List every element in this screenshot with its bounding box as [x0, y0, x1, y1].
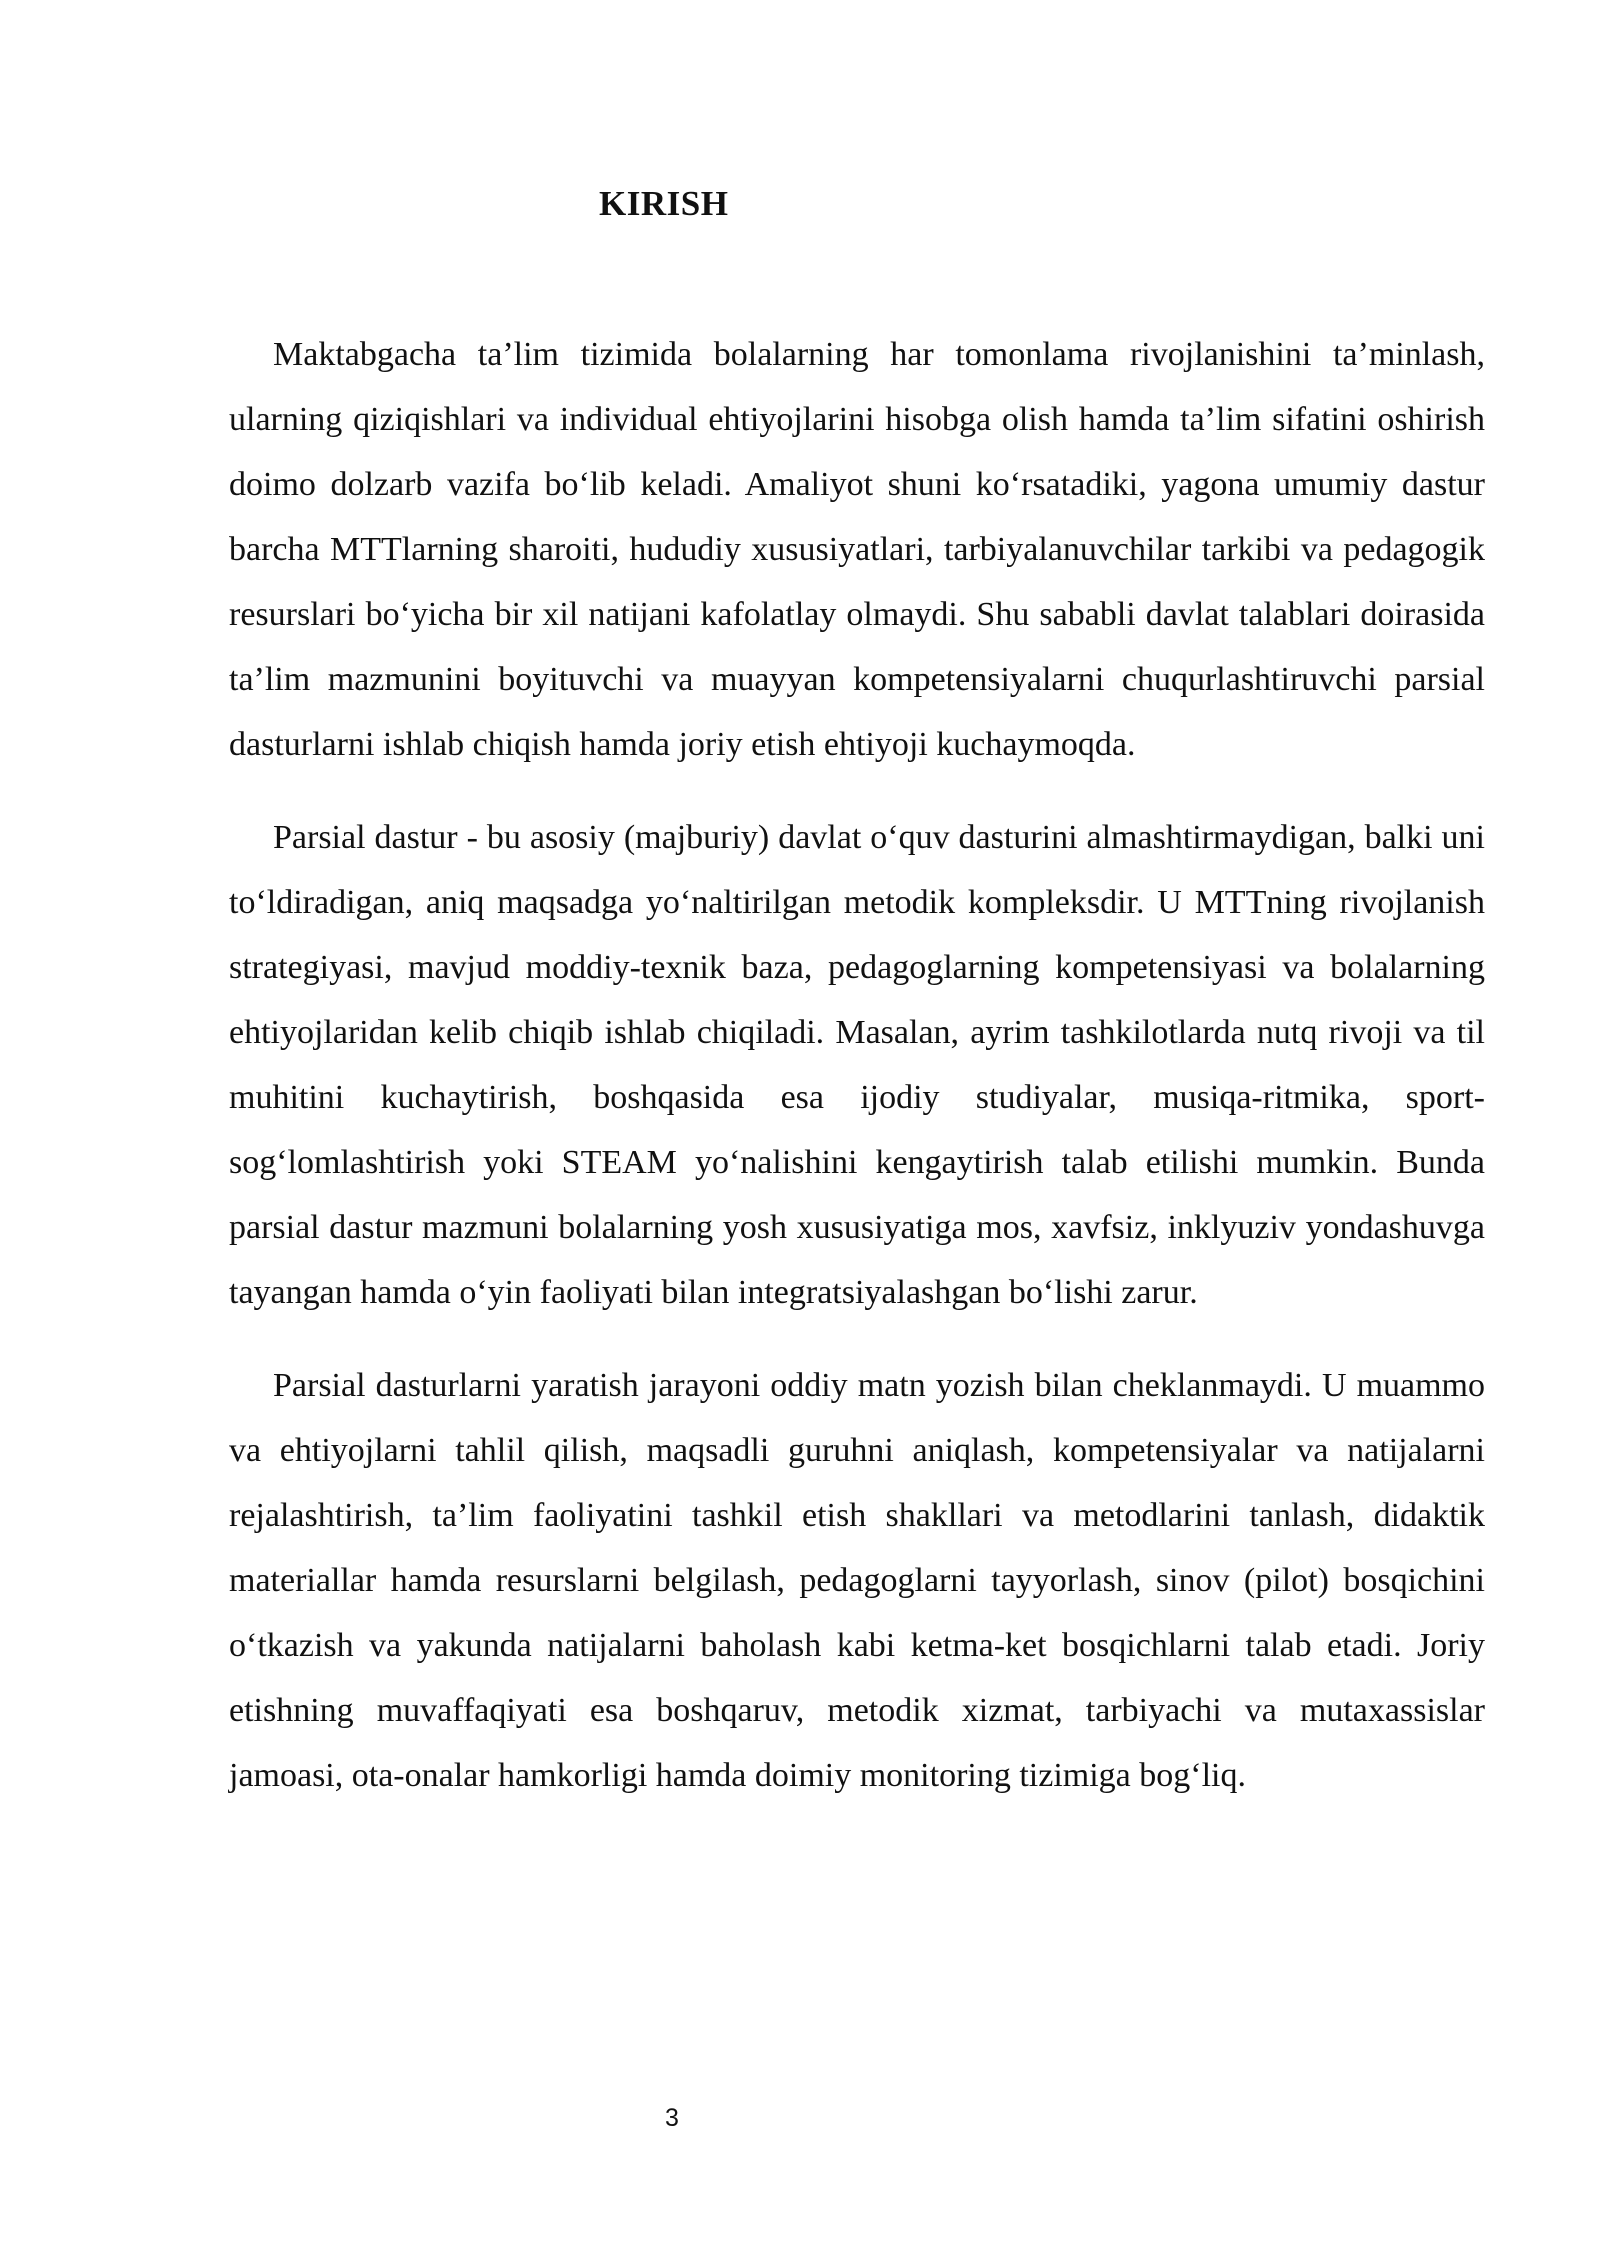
- paragraph-2: Parsial dastur - bu asosiy (majburiy) davlat o‘quv dasturini almashtirmaydigan, balki uni to‘ldiradigan, aniq maqsadga yo‘naltirilgan metodik kompleksdir. U MTTning rivojlanish strategiyasi, mavjud moddiy-texnik baza, pedagoglarning kompetensiyasi va bolalarning ehtiyojlaridan kelib chiqib ishlab chiqiladi. Masalan, ayrim tashkilotlarda nutq rivoji va til muhitini kuchaytirish, boshqasida esa ijodiy studiyalar, musiqa-ritmika, sport-sog‘lomlashtirish yoki STEAM yo‘nalishini kengaytirish talab etilishi mumkin. Bunda parsial dastur mazmuni bolalarning yosh xususiyatiga mos, xavfsiz, inklyuziv yondashuvga tayangan hamda o‘yin faoliyati bilan integratsiyalashgan bo‘lishi zarur.: [229, 819, 1485, 1311]
- body-text: [229, 322, 1485, 1836]
- paragraph-1: Maktabgacha ta’lim tizimida bolalarning har tomonlama rivojlanishini ta’minlash, ularning qiziqishlari va individual ehtiyojlarini hisobga olish hamda ta’lim sifatini oshirish doimo dolzarb vazifa bo‘lib keladi. Amaliyot shuni ko‘rsatadiki, yagona umumiy dastur barcha MTTlarning sharoiti, hududiy xususiyatlari, tarbiyalanuvchilar tarkibi va pedagogik resurslari bo‘yicha bir xil natijani kafolatlay olmaydi. Shu sababli davlat talablari doirasida ta’lim mazmunini boyituvchi va muayyan kompetensiyalarni chuqurlashtiruvchi parsial dasturlarni ishlab chiqish hamda joriy etish ehtiyoji kuchaymoqda.: [229, 336, 1485, 763]
- page-number: 3: [665, 2104, 679, 2132]
- paragraph-3: Parsial dasturlarni yaratish jarayoni oddiy matn yozish bilan cheklanmaydi. U muammo va ehtiyojlarni tahlil qilish, maqsadli guruhni aniqlash, kompetensiyalar va natijalarni rejalashtirish, ta’lim faoliyatini tashkil etish shakllari va metodlarini tanlash, didaktik materiallar hamda resurslarni belgilash, pedagoglarni tayyorlash, sinov (pilot) bosqichini o‘tkazish va yakunda natijalarni baholash kabi ketma-ket bosqichlarni talab etadi. Joriy etishning muvaffaqiyati esa boshqaruv, metodik xizmat, tarbiyachi va mutaxassislar jamoasi, ota-onalar hamkorligi hamda doimiy monitoring tizimiga bog‘liq.: [229, 1367, 1485, 1794]
- page-title: KIRISH: [599, 184, 729, 223]
